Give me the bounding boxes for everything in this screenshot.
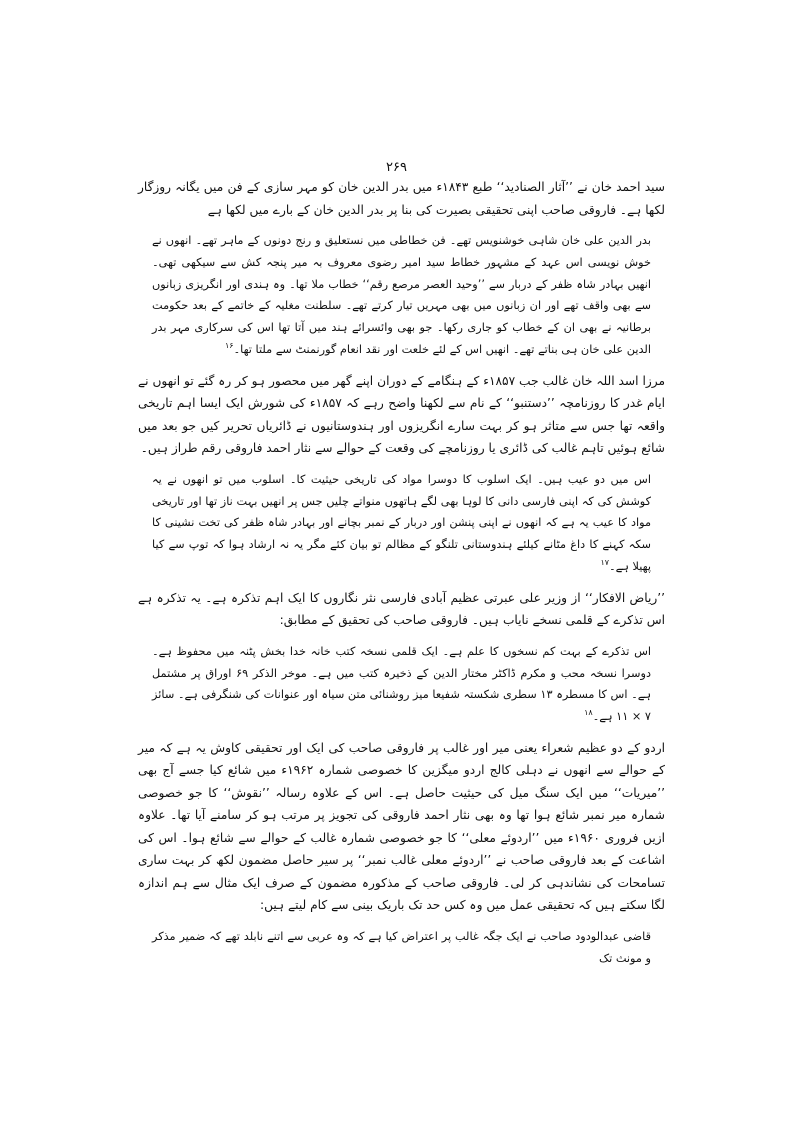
block-quote [152,926,651,970]
paragraph [138,737,665,917]
footnote-ref: ۱۶ [224,341,234,351]
paragraph-text: اردو کے دو عظیم شعراء یعنی میر اور غالب پر فاروقی صاحب کی ایک اور تحقیقی کاوش یہ ہے کہ میر کے حوالے سے انھوں نے دہلی کالج اردو میگزین کا خصوصی شمارہ ۱۹۶۲ء میں شائع کیا جسے آج بھی ’’میریات‘‘ میں ایک سنگ میل کی حیثیت حاصل ہے۔ اس کے علاوہ رسالہ ’’نقوش‘‘ کا جو خصوصی شمارہ میر نمبر شائع ہوا تھا وہ بھی نثار احمد فاروقی کی تجویز پر مرتب ہو کر سامنے آیا تھا۔ علاوہ ازیں فروری ۱۹۶۰ء میں ’’اردوئے معلی‘‘ کا جو خصوصی شمارہ غالب کے حوالے سے شائع ہوا۔ اس کی اشاعت کے بعد فاروقی صاحب نے ’’اردوئے معلی غالب نمبر‘‘ پر سیر حاصل مضمون لکھ کر بہت ساری تسامحات کی نشاندہی کر لی۔ فاروقی صاحب کے مذکورہ مضمون کے صرف ایک مثال سے ہم اندازہ لگا سکتے ہیں کہ تحقیقی عمل میں وہ کس حد تک باریک بینی سے کام لیتے ہیں: [138,740,665,913]
paragraph-text: مرزا اسد اللہ خان غالب جب ۱۸۵۷ء کے ہنگامے کے دوران اپنے گھر میں محصور ہو کر رہ گئے تو انھوں نے ایام غدر کا روزنامچہ ’’دستنبو‘‘ کے نام سے لکھنا واضح رہے کہ ۱۸۵۷ء کی شورش ایک ایسا اہم تاریخی واقعہ تھا جس سے متاثر ہو کر بہت سارے انگریزوں اور ہندوستانیوں نے ڈائریاں تحریر کیں جو بعد میں شائع ہوئیں تاہم غالب کی ڈائری یا روزنامچے کی وقعت کے حوالے سے نثار احمد فاروقی رقم طراز ہیں۔ [138,373,665,456]
paragraph [138,176,665,221]
page-body [138,176,665,979]
paragraph [138,587,665,632]
paragraph-text: ’’ریاض الافکار‘‘ از وزیر علی عبرتی عظیم آبادی فارسی نثر نگاروں کا ایک اہم تذکرہ ہے۔ یہ تذکرہ ہے اس تذکرے کے قلمی نسخے نایاب ہیں۔ فاروقی صاحب کی تحقیق کے مطابق: [138,590,665,628]
quote-text: اس تذکرے کے بہت کم نسخوں کا علم ہے۔ ایک قلمی نسخہ کتب خانہ خدا بخش پٹنہ میں محفوظ ہے۔ دوسرا نسخہ محب و مکرم ڈاکٹر مختار الدین کے ذخیرہ کتب میں ہے۔ موخر الذکر ۶۹ اوراق پر مشتمل ہے۔ اس کا مسطرہ ۱۳ سطری شکستہ شفیعا میز روشنائی متن سیاہ اور عنوانات کی شنگرفی ہے۔ سائز ۷ × ۱۱ ہے۔ [152,644,651,724]
quote-text: قاضی عبدالودود صاحب نے ایک جگہ غالب پر اعتراض کیا ہے کہ وہ عربی سے اتنے نابلد تھے کہ ضمیر مذکر و مونث تک [152,929,651,965]
footnote-ref: ۱۸ [584,708,593,718]
block-quote [152,469,651,578]
block-quote [152,230,651,361]
footnote-ref: ۱۷ [600,558,610,568]
paragraph-text: سید احمد خان نے ’’آثار الصنادید‘‘ طبع ۱۸۴۳ء میں بدر الدین خان کو مہر سازی کے فن میں یگانہ روزگار لکھا ہے۔ فاروقی صاحب اپنی تحقیقی بصیرت کی بنا پر بدر الدین خان کے بارے میں لکھا ہے [138,180,665,217]
paragraph [138,370,665,460]
page-number: ۲۶۹ [386,160,407,175]
quote-text: اس میں دو عیب ہیں۔ ایک اسلوب کا دوسرا مواد کی تاریخی حیثیت کا۔ اسلوب میں تو انھوں نے یہ کوشش کی کہ اپنی فارسی دانی کا لوہا بھی لگے ہاتھوں منواتے چلیں جس پر انھیں بہت ناز تھا اور تاریخی مواد کا عیب یہ ہے کہ انھوں نے اپنی پنشن اور دربار کے نمبر بچانے اور بہادر شاہ ظفر کی تخت نشینی کا سکہ کہنے کا داغ مٹانے کیلئے ہندوستانی تلنگو کے مظالم تو بیان کئے مگر یہ نہ ارشاد ہوا کہ توپ سے کیا پھیلا ہے۔ [152,472,651,573]
block-quote [152,641,651,728]
quote-text: بدر الدین علی خان شاہی خوشنویس تھے۔ فن خطاطی میں نستعلیق و رنج دونوں کے ماہر تھے۔ انھوں نے خوش نویسی اس عہد کے مشہور خطاط سید امیر رضوی معروف بہ میر پنجہ کش سے سیکھی تھی۔ انھیں بہادر شاہ ظفر کے دربار سے ’’وحید العصر مرصع رقم‘‘ خطاب ملا تھا۔ وہ ہندی اور انگریزی زبانوں سے بھی واقف تھے اور ان زبانوں میں بھی مہریں تیار کرتے تھے۔ سلطنت مغلیہ کے خاتمے کے بعد حکومت برطانیہ نے بھی ان کے خطاب کو جاری رکھا۔ جو بھی وائسرائے ہند میں آتا تھا اس کی سرکاری مہر بدر الدین علی خان ہی بناتے تھے۔ انھیں اس کے لئے خلعت اور نقد انعام گورنمنٹ سے ملتا تھا۔ [152,234,651,356]
